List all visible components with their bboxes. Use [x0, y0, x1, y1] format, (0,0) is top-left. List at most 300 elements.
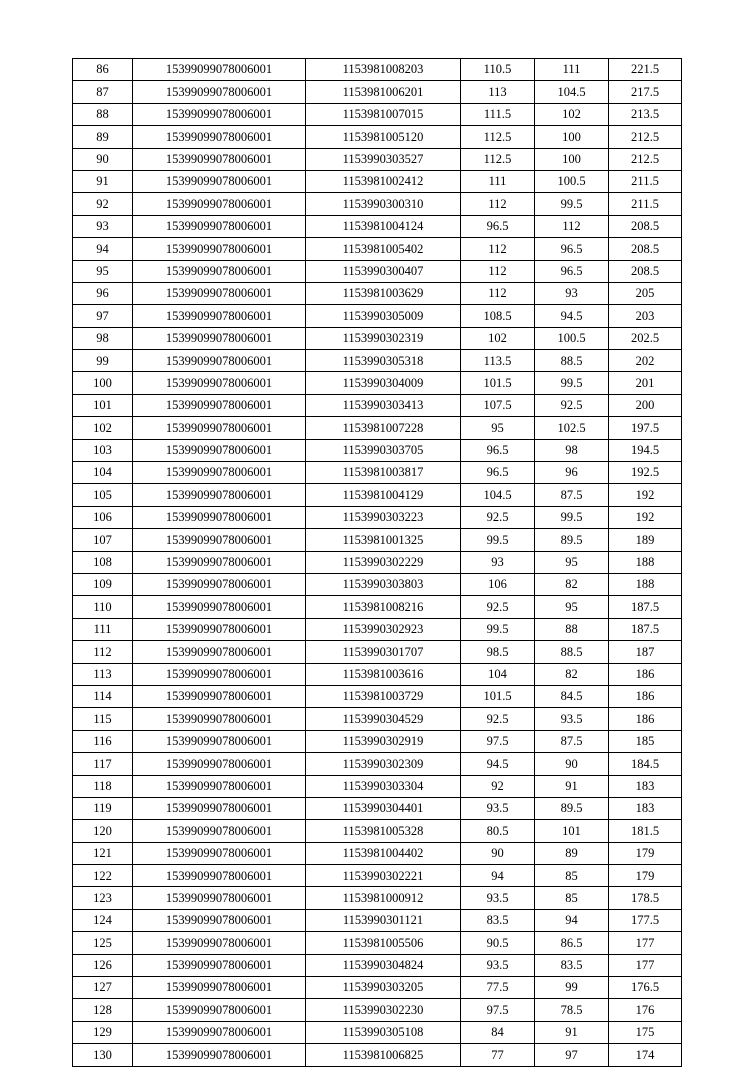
- cell-score2: 87.5: [535, 484, 609, 506]
- cell-score2: 88.5: [535, 350, 609, 372]
- cell-score1: 102: [461, 327, 535, 349]
- cell-candidate_id: 1153990303803: [306, 573, 461, 595]
- cell-score1: 112.5: [461, 126, 535, 148]
- table-row: [73, 909, 682, 931]
- cell-rank: 108: [73, 551, 133, 573]
- cell-unit_code: 15399099078006001: [133, 730, 306, 752]
- cell-total: 212.5: [609, 148, 682, 170]
- cell-total: 197.5: [609, 417, 682, 439]
- cell-candidate_id: 1153981005120: [306, 126, 461, 148]
- cell-candidate_id: 1153990302923: [306, 618, 461, 640]
- cell-total: 188: [609, 551, 682, 573]
- table-row: [73, 103, 682, 125]
- table-row: [73, 753, 682, 775]
- cell-score2: 93: [535, 282, 609, 304]
- cell-unit_code: 15399099078006001: [133, 215, 306, 237]
- cell-score1: 98.5: [461, 641, 535, 663]
- cell-rank: 92: [73, 193, 133, 215]
- cell-total: 213.5: [609, 103, 682, 125]
- table-row: [73, 282, 682, 304]
- cell-score2: 83.5: [535, 954, 609, 976]
- cell-rank: 102: [73, 417, 133, 439]
- cell-score2: 100: [535, 126, 609, 148]
- cell-candidate_id: 1153981004129: [306, 484, 461, 506]
- score-table: [72, 58, 682, 1067]
- cell-rank: 129: [73, 1021, 133, 1043]
- cell-score1: 93.5: [461, 954, 535, 976]
- table-row: [73, 775, 682, 797]
- cell-score2: 86.5: [535, 932, 609, 954]
- cell-score2: 91: [535, 775, 609, 797]
- cell-score2: 82: [535, 663, 609, 685]
- cell-score2: 101: [535, 820, 609, 842]
- cell-unit_code: 15399099078006001: [133, 820, 306, 842]
- cell-unit_code: 15399099078006001: [133, 685, 306, 707]
- table-row: [73, 148, 682, 170]
- table-row: [73, 350, 682, 372]
- cell-score1: 92.5: [461, 596, 535, 618]
- cell-total: 177: [609, 932, 682, 954]
- cell-unit_code: 15399099078006001: [133, 708, 306, 730]
- cell-unit_code: 15399099078006001: [133, 372, 306, 394]
- cell-score2: 89.5: [535, 797, 609, 819]
- cell-candidate_id: 1153990303205: [306, 977, 461, 999]
- cell-unit_code: 15399099078006001: [133, 81, 306, 103]
- table-row: [73, 126, 682, 148]
- cell-candidate_id: 1153990305009: [306, 305, 461, 327]
- cell-score2: 99: [535, 977, 609, 999]
- cell-rank: 105: [73, 484, 133, 506]
- cell-candidate_id: 1153981008216: [306, 596, 461, 618]
- cell-total: 200: [609, 394, 682, 416]
- cell-score1: 111: [461, 170, 535, 192]
- cell-total: 205: [609, 282, 682, 304]
- table-row: [73, 1021, 682, 1043]
- cell-score2: 98: [535, 439, 609, 461]
- cell-rank: 114: [73, 685, 133, 707]
- cell-unit_code: 15399099078006001: [133, 954, 306, 976]
- cell-unit_code: 15399099078006001: [133, 641, 306, 663]
- cell-total: 208.5: [609, 215, 682, 237]
- cell-unit_code: 15399099078006001: [133, 932, 306, 954]
- table-row: [73, 641, 682, 663]
- cell-total: 178.5: [609, 887, 682, 909]
- cell-rank: 120: [73, 820, 133, 842]
- cell-candidate_id: 1153981008203: [306, 59, 461, 81]
- cell-rank: 124: [73, 909, 133, 931]
- cell-rank: 118: [73, 775, 133, 797]
- cell-total: 186: [609, 685, 682, 707]
- cell-total: 202.5: [609, 327, 682, 349]
- cell-rank: 110: [73, 596, 133, 618]
- cell-total: 211.5: [609, 170, 682, 192]
- cell-unit_code: 15399099078006001: [133, 506, 306, 528]
- cell-score2: 104.5: [535, 81, 609, 103]
- table-row: [73, 439, 682, 461]
- cell-total: 177.5: [609, 909, 682, 931]
- table-row: [73, 1044, 682, 1066]
- cell-total: 183: [609, 775, 682, 797]
- cell-rank: 107: [73, 529, 133, 551]
- cell-score2: 89.5: [535, 529, 609, 551]
- cell-candidate_id: 1153981007228: [306, 417, 461, 439]
- cell-total: 188: [609, 573, 682, 595]
- cell-score1: 92.5: [461, 708, 535, 730]
- table-row: [73, 708, 682, 730]
- cell-score1: 93: [461, 551, 535, 573]
- cell-candidate_id: 1153981003616: [306, 663, 461, 685]
- cell-unit_code: 15399099078006001: [133, 327, 306, 349]
- cell-rank: 125: [73, 932, 133, 954]
- cell-candidate_id: 1153990301121: [306, 909, 461, 931]
- cell-total: 211.5: [609, 193, 682, 215]
- cell-total: 202: [609, 350, 682, 372]
- cell-score2: 102.5: [535, 417, 609, 439]
- cell-score1: 94: [461, 865, 535, 887]
- table-row: [73, 999, 682, 1021]
- cell-total: 217.5: [609, 81, 682, 103]
- cell-score2: 85: [535, 865, 609, 887]
- cell-unit_code: 15399099078006001: [133, 1044, 306, 1066]
- cell-score1: 112.5: [461, 148, 535, 170]
- cell-rank: 96: [73, 282, 133, 304]
- cell-score1: 92.5: [461, 506, 535, 528]
- cell-score1: 104: [461, 663, 535, 685]
- cell-unit_code: 15399099078006001: [133, 260, 306, 282]
- cell-candidate_id: 1153990303705: [306, 439, 461, 461]
- cell-candidate_id: 1153990304529: [306, 708, 461, 730]
- cell-score1: 101.5: [461, 685, 535, 707]
- cell-score2: 87.5: [535, 730, 609, 752]
- table-row: [73, 820, 682, 842]
- cell-candidate_id: 1153990302319: [306, 327, 461, 349]
- cell-rank: 103: [73, 439, 133, 461]
- cell-rank: 122: [73, 865, 133, 887]
- cell-rank: 106: [73, 506, 133, 528]
- cell-score2: 90: [535, 753, 609, 775]
- cell-total: 192: [609, 506, 682, 528]
- cell-score2: 94: [535, 909, 609, 931]
- cell-score2: 100.5: [535, 327, 609, 349]
- cell-score1: 77: [461, 1044, 535, 1066]
- table-row: [73, 685, 682, 707]
- cell-candidate_id: 1153981002412: [306, 170, 461, 192]
- cell-rank: 93: [73, 215, 133, 237]
- cell-unit_code: 15399099078006001: [133, 305, 306, 327]
- score-table-body: [73, 59, 682, 1067]
- cell-total: 201: [609, 372, 682, 394]
- cell-rank: 126: [73, 954, 133, 976]
- cell-candidate_id: 1153990302309: [306, 753, 461, 775]
- cell-candidate_id: 1153981005506: [306, 932, 461, 954]
- cell-total: 192.5: [609, 462, 682, 484]
- cell-candidate_id: 1153990301707: [306, 641, 461, 663]
- table-row: [73, 573, 682, 595]
- cell-score2: 99.5: [535, 193, 609, 215]
- cell-rank: 89: [73, 126, 133, 148]
- cell-unit_code: 15399099078006001: [133, 529, 306, 551]
- cell-rank: 127: [73, 977, 133, 999]
- cell-unit_code: 15399099078006001: [133, 439, 306, 461]
- cell-rank: 119: [73, 797, 133, 819]
- cell-total: 208.5: [609, 260, 682, 282]
- cell-score2: 97: [535, 1044, 609, 1066]
- cell-candidate_id: 1153990304824: [306, 954, 461, 976]
- table-row: [73, 462, 682, 484]
- cell-candidate_id: 1153990304009: [306, 372, 461, 394]
- cell-score1: 93.5: [461, 797, 535, 819]
- cell-unit_code: 15399099078006001: [133, 126, 306, 148]
- cell-unit_code: 15399099078006001: [133, 350, 306, 372]
- cell-candidate_id: 1153990303527: [306, 148, 461, 170]
- cell-candidate_id: 1153981001325: [306, 529, 461, 551]
- table-row: [73, 618, 682, 640]
- cell-rank: 91: [73, 170, 133, 192]
- cell-score2: 78.5: [535, 999, 609, 1021]
- cell-score1: 112: [461, 260, 535, 282]
- table-row: [73, 797, 682, 819]
- table-row: [73, 730, 682, 752]
- cell-score2: 93.5: [535, 708, 609, 730]
- cell-score2: 85: [535, 887, 609, 909]
- cell-score2: 99.5: [535, 506, 609, 528]
- cell-score1: 112: [461, 193, 535, 215]
- cell-unit_code: 15399099078006001: [133, 238, 306, 260]
- cell-rank: 116: [73, 730, 133, 752]
- cell-total: 186: [609, 663, 682, 685]
- table-row: [73, 842, 682, 864]
- cell-score2: 96: [535, 462, 609, 484]
- cell-total: 183: [609, 797, 682, 819]
- cell-rank: 94: [73, 238, 133, 260]
- cell-total: 184.5: [609, 753, 682, 775]
- cell-unit_code: 15399099078006001: [133, 573, 306, 595]
- cell-unit_code: 15399099078006001: [133, 865, 306, 887]
- cell-candidate_id: 1153981003729: [306, 685, 461, 707]
- cell-score2: 99.5: [535, 372, 609, 394]
- cell-score2: 96.5: [535, 260, 609, 282]
- cell-candidate_id: 1153990300310: [306, 193, 461, 215]
- cell-score2: 94.5: [535, 305, 609, 327]
- cell-total: 179: [609, 865, 682, 887]
- cell-candidate_id: 1153981003629: [306, 282, 461, 304]
- cell-rank: 98: [73, 327, 133, 349]
- cell-score1: 101.5: [461, 372, 535, 394]
- cell-candidate_id: 1153981004124: [306, 215, 461, 237]
- table-row: [73, 865, 682, 887]
- cell-score2: 102: [535, 103, 609, 125]
- cell-score1: 96.5: [461, 462, 535, 484]
- cell-score1: 92: [461, 775, 535, 797]
- cell-candidate_id: 1153990305108: [306, 1021, 461, 1043]
- table-row: [73, 417, 682, 439]
- cell-unit_code: 15399099078006001: [133, 999, 306, 1021]
- table-row: [73, 596, 682, 618]
- table-row: [73, 484, 682, 506]
- table-row: [73, 260, 682, 282]
- cell-score1: 99.5: [461, 529, 535, 551]
- cell-unit_code: 15399099078006001: [133, 484, 306, 506]
- cell-candidate_id: 1153981007015: [306, 103, 461, 125]
- cell-rank: 117: [73, 753, 133, 775]
- cell-rank: 90: [73, 148, 133, 170]
- cell-rank: 130: [73, 1044, 133, 1066]
- cell-score2: 111: [535, 59, 609, 81]
- cell-total: 176.5: [609, 977, 682, 999]
- cell-score1: 96.5: [461, 215, 535, 237]
- cell-candidate_id: 1153990304401: [306, 797, 461, 819]
- cell-rank: 95: [73, 260, 133, 282]
- cell-rank: 123: [73, 887, 133, 909]
- cell-candidate_id: 1153990302919: [306, 730, 461, 752]
- cell-unit_code: 15399099078006001: [133, 462, 306, 484]
- cell-score1: 107.5: [461, 394, 535, 416]
- cell-rank: 128: [73, 999, 133, 1021]
- cell-score1: 83.5: [461, 909, 535, 931]
- cell-total: 187.5: [609, 618, 682, 640]
- cell-unit_code: 15399099078006001: [133, 887, 306, 909]
- cell-score1: 110.5: [461, 59, 535, 81]
- cell-candidate_id: 1153990305318: [306, 350, 461, 372]
- cell-score2: 95: [535, 596, 609, 618]
- cell-total: 179: [609, 842, 682, 864]
- cell-candidate_id: 1153981000912: [306, 887, 461, 909]
- table-row: [73, 372, 682, 394]
- cell-score1: 112: [461, 282, 535, 304]
- cell-unit_code: 15399099078006001: [133, 282, 306, 304]
- table-row: [73, 977, 682, 999]
- table-row: [73, 238, 682, 260]
- cell-score1: 97.5: [461, 730, 535, 752]
- cell-score1: 113.5: [461, 350, 535, 372]
- cell-score2: 96.5: [535, 238, 609, 260]
- cell-score1: 111.5: [461, 103, 535, 125]
- cell-unit_code: 15399099078006001: [133, 663, 306, 685]
- cell-total: 186: [609, 708, 682, 730]
- cell-score2: 89: [535, 842, 609, 864]
- cell-score2: 112: [535, 215, 609, 237]
- cell-rank: 115: [73, 708, 133, 730]
- cell-unit_code: 15399099078006001: [133, 193, 306, 215]
- cell-score1: 84: [461, 1021, 535, 1043]
- cell-unit_code: 15399099078006001: [133, 148, 306, 170]
- cell-candidate_id: 1153990303223: [306, 506, 461, 528]
- cell-unit_code: 15399099078006001: [133, 1021, 306, 1043]
- cell-candidate_id: 1153981005328: [306, 820, 461, 842]
- cell-rank: 111: [73, 618, 133, 640]
- cell-candidate_id: 1153990302221: [306, 865, 461, 887]
- cell-rank: 99: [73, 350, 133, 372]
- cell-score2: 88.5: [535, 641, 609, 663]
- cell-score1: 80.5: [461, 820, 535, 842]
- cell-unit_code: 15399099078006001: [133, 170, 306, 192]
- cell-score2: 84.5: [535, 685, 609, 707]
- cell-unit_code: 15399099078006001: [133, 596, 306, 618]
- cell-total: 174: [609, 1044, 682, 1066]
- cell-total: 177: [609, 954, 682, 976]
- cell-rank: 113: [73, 663, 133, 685]
- table-row: [73, 215, 682, 237]
- cell-unit_code: 15399099078006001: [133, 551, 306, 573]
- cell-unit_code: 15399099078006001: [133, 417, 306, 439]
- cell-rank: 88: [73, 103, 133, 125]
- cell-score2: 92.5: [535, 394, 609, 416]
- cell-total: 203: [609, 305, 682, 327]
- cell-unit_code: 15399099078006001: [133, 103, 306, 125]
- cell-unit_code: 15399099078006001: [133, 775, 306, 797]
- cell-score1: 93.5: [461, 887, 535, 909]
- cell-unit_code: 15399099078006001: [133, 909, 306, 931]
- cell-unit_code: 15399099078006001: [133, 977, 306, 999]
- table-row: [73, 394, 682, 416]
- table-row: [73, 887, 682, 909]
- cell-score1: 95: [461, 417, 535, 439]
- cell-score1: 108.5: [461, 305, 535, 327]
- table-row: [73, 663, 682, 685]
- cell-total: 181.5: [609, 820, 682, 842]
- cell-rank: 104: [73, 462, 133, 484]
- cell-rank: 100: [73, 372, 133, 394]
- cell-score2: 88: [535, 618, 609, 640]
- cell-total: 221.5: [609, 59, 682, 81]
- cell-unit_code: 15399099078006001: [133, 753, 306, 775]
- cell-rank: 112: [73, 641, 133, 663]
- cell-total: 176: [609, 999, 682, 1021]
- cell-rank: 87: [73, 81, 133, 103]
- cell-rank: 109: [73, 573, 133, 595]
- cell-total: 208.5: [609, 238, 682, 260]
- cell-score1: 113: [461, 81, 535, 103]
- cell-unit_code: 15399099078006001: [133, 618, 306, 640]
- cell-candidate_id: 1153981006201: [306, 81, 461, 103]
- cell-candidate_id: 1153981003817: [306, 462, 461, 484]
- cell-score1: 96.5: [461, 439, 535, 461]
- cell-unit_code: 15399099078006001: [133, 394, 306, 416]
- cell-score1: 90: [461, 842, 535, 864]
- cell-candidate_id: 1153981004402: [306, 842, 461, 864]
- cell-score2: 95: [535, 551, 609, 573]
- cell-rank: 121: [73, 842, 133, 864]
- table-row: [73, 327, 682, 349]
- cell-score1: 94.5: [461, 753, 535, 775]
- table-row: [73, 305, 682, 327]
- table-row: [73, 551, 682, 573]
- cell-candidate_id: 1153990302230: [306, 999, 461, 1021]
- cell-rank: 97: [73, 305, 133, 327]
- cell-score2: 100: [535, 148, 609, 170]
- cell-score1: 77.5: [461, 977, 535, 999]
- table-row: [73, 193, 682, 215]
- cell-score1: 106: [461, 573, 535, 595]
- cell-score1: 97.5: [461, 999, 535, 1021]
- cell-candidate_id: 1153990300407: [306, 260, 461, 282]
- cell-candidate_id: 1153990303304: [306, 775, 461, 797]
- table-row: [73, 170, 682, 192]
- cell-score1: 104.5: [461, 484, 535, 506]
- cell-score2: 82: [535, 573, 609, 595]
- cell-score1: 99.5: [461, 618, 535, 640]
- cell-unit_code: 15399099078006001: [133, 797, 306, 819]
- cell-candidate_id: 1153981005402: [306, 238, 461, 260]
- cell-total: 189: [609, 529, 682, 551]
- cell-total: 194.5: [609, 439, 682, 461]
- table-row: [73, 81, 682, 103]
- cell-unit_code: 15399099078006001: [133, 842, 306, 864]
- cell-rank: 86: [73, 59, 133, 81]
- cell-total: 212.5: [609, 126, 682, 148]
- cell-score1: 90.5: [461, 932, 535, 954]
- cell-unit_code: 15399099078006001: [133, 59, 306, 81]
